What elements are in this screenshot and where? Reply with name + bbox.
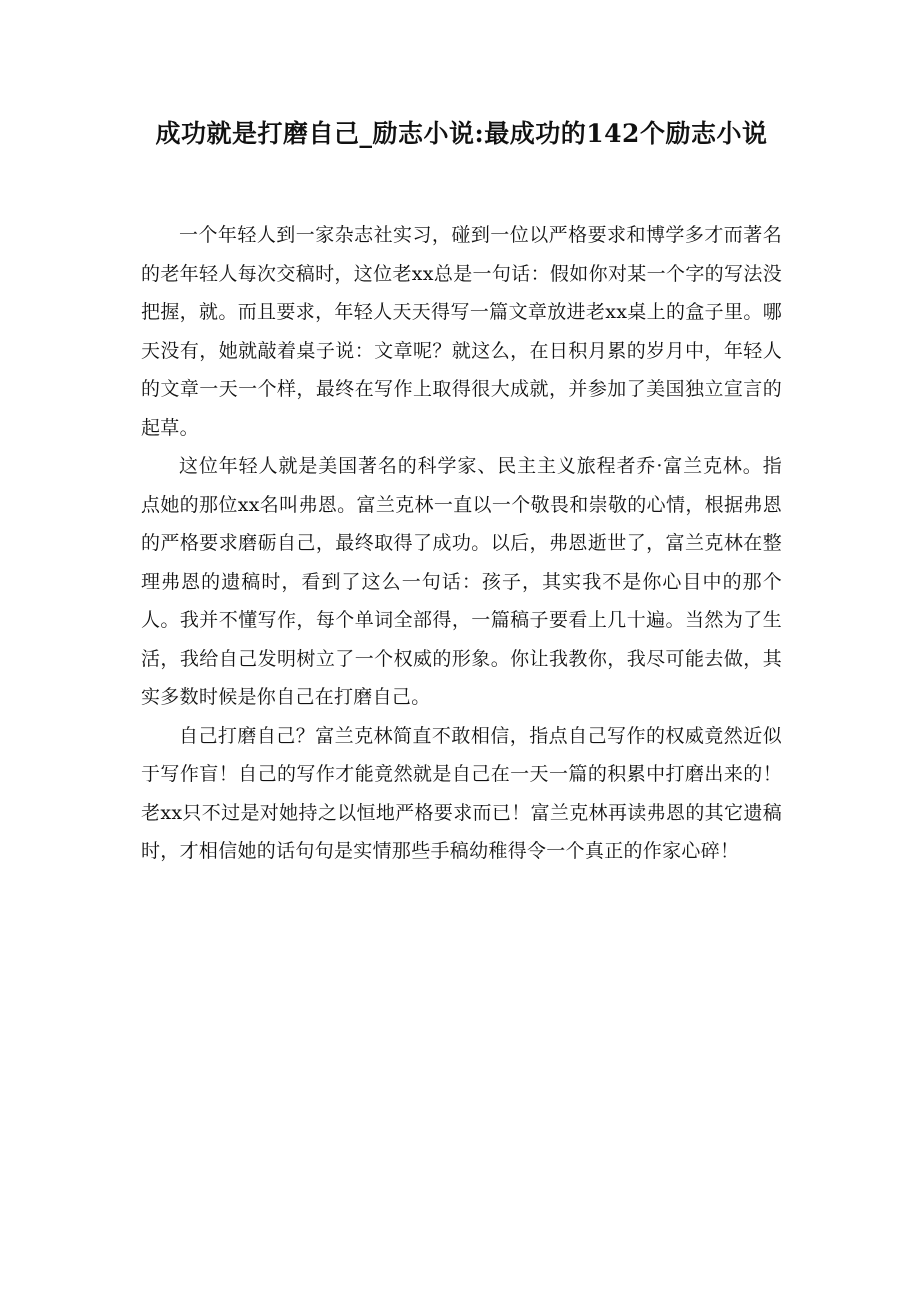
paragraph-3: 自己打磨自己？富兰克林简直不敢相信，指点自己写作的权威竟然近似于写作盲！自己的写作才能竟然就是自己在一天一篇的积累中打磨出来的！老xx只不过是对她持之以恒地严格要求而已！富兰克林再读弗恩的其它遗稿时，才相信她的话句句是实情那些手稿幼稚得令一个真正的作家心碎！ [141, 724, 782, 862]
paragraph-2: 这位年轻人就是美国著名的科学家、民主主义旅程者乔·富兰克林。指点她的那位xx名叫弗恩。富兰克林一直以一个敬畏和崇敬的心情，根据弗恩的严格要求磨砺自己，最终取得了成功。以后，弗恩逝世了，富兰克林在整理弗恩的遗稿时，看到了这么一句话：孩子，其实我不是你心目中的那个人。我并不懂写作，每个单词全部得，一篇稿子要看上几十遍。当然为了生活，我给自己发明树立了一个权威的形象。你让我教你，我尽可能去做，其实多数时候是你自己在打磨自己。 [141, 455, 782, 708]
paragraph-1: 一个年轻人到一家杂志社实习，碰到一位以严格要求和博学多才而著名的老年轻人每次交稿时，这位老xx总是一句话：假如你对某一个字的写法没把握，就。而且要求，年轻人天天得写一篇文章放进老xx桌上的盒子里。哪天没有，她就敲着桌子说：文章呢？就这么，在日积月累的岁月中，年轻人的文章一天一个样，最终在写作上取得很大成就，并参加了美国独立宣言的起草。 [141, 224, 782, 439]
document-title: 成功就是打磨自己_励志小说:最成功的142个励志小说 [155, 119, 768, 148]
document-body [141, 216, 782, 871]
